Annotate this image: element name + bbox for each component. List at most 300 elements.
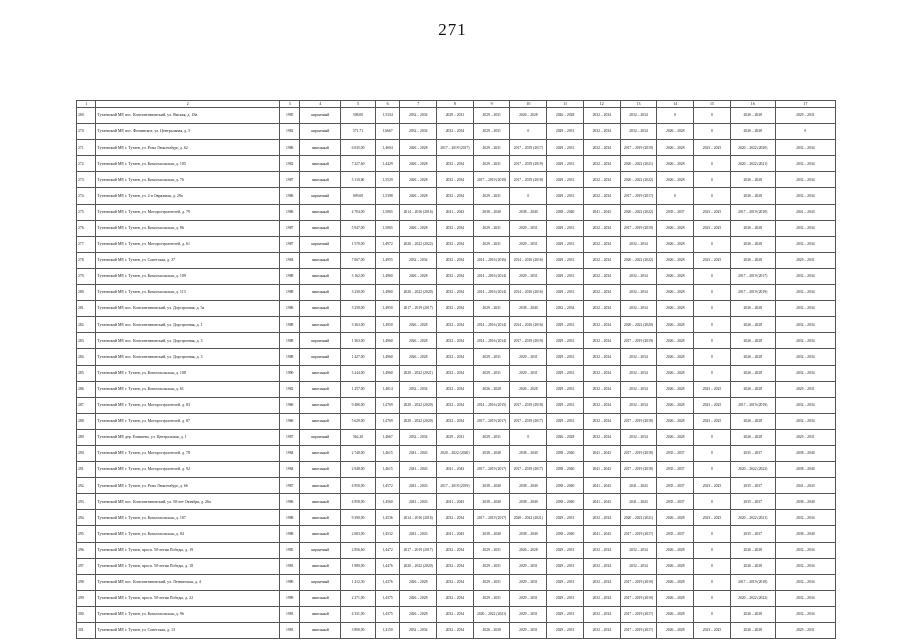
table-cell: 0 [694,558,731,574]
table-cell: 2032 – 2034 [437,317,474,333]
table-cell: 2041 – 2043 [583,462,620,478]
row-number: 281. [77,301,96,317]
table-row [77,590,836,606]
row-number: 272. [77,156,96,172]
table-cell: 2026 – 2028 [400,333,437,349]
table-cell: 6 035,00 [341,140,376,156]
table-cell: 2020 – 2022 (2020) [620,317,657,333]
table-cell: 2014 – 2016 (2016) [400,510,437,526]
table-cell: 2032 – 2034 [437,397,474,413]
table-cell: 2032 – 2034 [775,590,835,606]
table-row [77,268,836,284]
table-cell: 1,4694 [375,140,399,156]
table-cell: 7 067,00 [341,252,376,268]
address-cell: Тутаевский МР, г. Тутаев, ул. Моторостроителей, д. 92 [96,462,280,478]
table-cell: 2032 – 2034 [620,268,657,284]
table-cell: 0 [694,285,731,301]
table-cell: 2032 – 2034 [775,333,835,349]
table-row [77,510,836,526]
table-cell: 571,71 [341,124,376,140]
table-cell: 3 363,00 [341,317,376,333]
table-cell: 2020 – 2022 (2022) [730,462,775,478]
table-row [77,429,836,445]
table-cell: 1986 [280,204,300,220]
table-cell: 2026 – 2028 [400,574,437,590]
table-cell: 2026 – 2028 [730,349,775,365]
table-cell: 2026 – 2028 [730,301,775,317]
table-cell: 2026 – 2028 [657,285,694,301]
table-cell: 2026 – 2028 [730,252,775,268]
table-cell: 2026 – 2028 [730,188,775,204]
table-cell: 2026 – 2028 [730,381,775,397]
row-number: 300. [77,606,96,622]
table-cell: 0 [694,188,731,204]
row-number: 292. [77,478,96,494]
table-cell: 9 486,00 [341,397,376,413]
table-cell: 2035 – 2037 [730,494,775,510]
table-cell: 2032 – 2034 [620,124,657,140]
table-cell: 2029 – 2031 [547,317,584,333]
table-cell: 2026 – 2028 [400,156,437,172]
table-cell: 2029 – 2031 [473,429,510,445]
table-cell: 2026 – 2028 [657,413,694,429]
table-cell: 1 363,00 [341,333,376,349]
table-cell: 2029 – 2031 [510,590,547,606]
table-cell: 2038 – 2040 [547,526,584,542]
table-cell: 2023 – 2025 [694,510,731,526]
column-number: 2 [96,101,280,108]
row-number: 276. [77,220,96,236]
table-cell: 2035 – 2037 [730,526,775,542]
row-number: 286. [77,381,96,397]
column-number: 11 [547,101,584,108]
table-cell: 2032 – 2034 [583,623,620,639]
row-number: 293. [77,494,96,510]
table-cell: 0 [694,365,731,381]
address-cell: Тутаевский МР, г. Тутаев, ул. Розы Люксембург, д. 62 [96,140,280,156]
table-cell: 2041 – 2043 [583,204,620,220]
table-cell: 0 [694,445,731,461]
table-cell: 2026 – 2028 [657,397,694,413]
table-cell: 2026 – 2028 [730,220,775,236]
table-cell: 2029 – 2031 [547,172,584,188]
table-cell: 0 [694,333,731,349]
table-cell: 1984 [280,252,300,268]
table-row [77,349,836,365]
table-cell: 0 [694,526,731,542]
table-cell: 1988 [280,333,300,349]
table-cell: 1,4972 [375,236,399,252]
table-cell: 2038 – 2040 [547,478,584,494]
row-number: 271. [77,140,96,156]
table-cell: 1,5065 [375,220,399,236]
table-cell: 2032 – 2034 [437,124,474,140]
table-cell: 2029 – 2031 [547,285,584,301]
table-cell: 2032 – 2034 [583,365,620,381]
table-cell: 2035 – 2037 [657,494,694,510]
table-cell: 2032 – 2034 [583,140,620,156]
table-cell: панельный [300,606,341,622]
table-cell: 1984 [280,445,300,461]
table-cell: панельный [300,413,341,429]
table-cell: 2026 – 2028 [657,317,694,333]
table-cell: 2041 – 2043 [437,462,474,478]
table-cell: 2029 – 2031 [547,156,584,172]
table-cell: 2032 – 2034 [583,317,620,333]
table-cell: 2041 – 2043 [437,204,474,220]
table-cell: 2014 – 2016 (2016) [400,204,437,220]
table-cell: 2026 – 2028 [510,542,547,558]
table-cell: 2020 – 2022 (2020) [400,397,437,413]
address-cell: Тутаевский МР, пос. Константиновский, ул. Дорстроевая, д. 5а [96,301,280,317]
table-cell: 2032 – 2034 [400,108,437,124]
table-cell: 2032 – 2034 [400,252,437,268]
table-cell: 0 [694,268,731,284]
table-cell: 2026 – 2028 [657,558,694,574]
table-cell: 2 856,60 [341,542,376,558]
table-cell: 2038 – 2040 [547,494,584,510]
table-cell: 2032 – 2034 [437,365,474,381]
table-cell: 0 [694,494,731,510]
table-cell: 2035 – 2037 [657,445,694,461]
table-cell: 0 [694,606,731,622]
table-cell: 2017 – 2019 (2017) [473,510,510,526]
table-cell: 2032 – 2034 [437,188,474,204]
table-cell: 2023 – 2025 [694,413,731,429]
table-cell: 1988 [280,268,300,284]
table-cell: 2029 – 2031 [547,623,584,639]
table-row [77,397,836,413]
table-cell: 2041 – 2043 [583,494,620,510]
table-cell: 2032 – 2034 [437,606,474,622]
table-cell: 1984 [280,462,300,478]
table-cell: панельный [300,140,341,156]
table-cell: 1,4960 [375,268,399,284]
table-cell: 2029 – 2031 [547,349,584,365]
table-cell: 1988 [280,349,300,365]
table-cell: 1,4950 [375,301,399,317]
table-cell: 2032 – 2034 [583,574,620,590]
table-cell: 1,4814 [375,381,399,397]
table-cell: 2032 – 2034 [437,285,474,301]
table-cell: 1986 [280,397,300,413]
table-cell: 2041 – 2043 [437,494,474,510]
table-cell: 1986 [280,140,300,156]
table-cell: 2026 – 2028 [657,220,694,236]
table-cell: панельный [300,526,341,542]
column-number-row [77,101,836,108]
table-cell: 4 950,00 [341,478,376,494]
table-cell: 2020 – 2022 (2022) [620,172,657,188]
table-cell: 2017 – 2019 (2018) [620,413,657,429]
address-cell: Тутаевский МР, г. Тутаев, ул. Моторостроителей, д. 61 [96,236,280,252]
table-cell: 2014 – 2016 (2016) [510,252,547,268]
table-cell: 0 [694,301,731,317]
table-cell: кирпичный [300,108,341,124]
table-row [77,220,836,236]
address-cell: Тутаевский МР, г. Тутаев, ул. Комсомольская, д. 113 [96,285,280,301]
table-cell: 2038 – 2040 [775,462,835,478]
column-number: 16 [730,101,775,108]
table-cell: 2032 – 2034 [437,381,474,397]
table-cell: 2029 – 2031 [547,220,584,236]
table-cell: 2038 – 2040 [510,301,547,317]
table-cell: 2017 – 2019 (2017) [620,623,657,639]
table-cell: 2026 – 2028 [657,429,694,445]
table-cell: 0 [510,429,547,445]
address-cell: Тутаевский МР, г. Тутаев, ул. Комсомольская, д. 76 [96,172,280,188]
table-cell: 1,4615 [375,445,399,461]
table-cell: 2017 – 2019 (2017) [510,462,547,478]
table-cell: 2032 – 2034 [583,542,620,558]
table-cell: панельный [300,301,341,317]
table-cell: 2041 – 2043 [620,478,657,494]
table-cell: 2029 – 2031 [775,108,835,124]
table-cell: 1986 [280,494,300,510]
table-cell: 2029 – 2031 [473,124,510,140]
table-cell: 2020 – 2022 (2021) [730,510,775,526]
table-cell: 2014 – 2016 (2016) [510,317,547,333]
table-cell: 1987 [280,236,300,252]
address-cell: Тутаевский МР, г. Тутаев, просп. 50-летия Победы, д. 19 [96,542,280,558]
table-cell: 2020 – 2022 (2022) [730,590,775,606]
table-row [77,365,836,381]
table-cell: 3 258,00 [341,301,376,317]
table-cell: 1,4536 [375,510,399,526]
table-cell: 2020 – 2022 (2021) [510,510,547,526]
table-cell: 2032 – 2034 [620,236,657,252]
table-row [77,252,836,268]
row-number: 277. [77,236,96,252]
table-cell: 2029 – 2031 [547,606,584,622]
table-row [77,285,836,301]
table-cell: 7 227,60 [341,156,376,172]
table-cell: панельный [300,558,341,574]
table-cell: 2026 – 2028 [657,381,694,397]
table-cell: 2032 – 2034 [775,413,835,429]
table-cell: 2020 – 2022 (2021) [620,156,657,172]
table-cell: 2029 – 2031 [473,188,510,204]
table-cell: 2032 – 2034 [400,623,437,639]
column-number: 1 [77,101,96,108]
table-cell: кирпичный [300,236,341,252]
table-cell: 2026 – 2028 [730,108,775,124]
row-number: 289. [77,429,96,445]
table-row [77,156,836,172]
table-cell: 2032 – 2034 [437,558,474,574]
table-cell: 2026 – 2028 [730,124,775,140]
column-number: 13 [620,101,657,108]
table-row [77,140,836,156]
table-cell: 1,4769 [375,397,399,413]
table-row [77,574,836,590]
table-cell: 2032 – 2034 [437,172,474,188]
table-cell: 0 [657,188,694,204]
table-cell: 2032 – 2034 [775,558,835,574]
table-cell: 2029 – 2031 [547,574,584,590]
row-number: 301. [77,623,96,639]
table-cell: 1988 [280,510,300,526]
table-cell: 0 [657,108,694,124]
table-cell: 2017 – 2019 (2018) [620,445,657,461]
table-cell: 2014 – 2016 (2014) [473,333,510,349]
table-cell: 2020 – 2022 (2022) [400,236,437,252]
row-number: 270. [77,124,96,140]
table-cell: панельный [300,172,341,188]
table-cell: 2035 – 2037 [730,478,775,494]
column-number: 14 [657,101,694,108]
table-cell: 2032 – 2034 [775,606,835,622]
table-row [77,478,836,494]
table-cell: 0 [510,124,547,140]
table-cell: 508,00 [341,108,376,124]
table-cell: 4 958,00 [341,494,376,510]
table-cell: 2029 – 2031 [510,623,547,639]
table-cell: 2026 – 2028 [730,172,775,188]
address-cell: Тутаевский МР, г. Тутаев, ул. Комсомольская, д. 96 [96,606,280,622]
table-cell: 2035 – 2037 [657,204,694,220]
table-row [77,526,836,542]
table-cell: 2041 – 2043 [583,526,620,542]
table-cell: 0 [694,574,731,590]
table-cell: 2026 – 2028 [400,268,437,284]
address-cell: Тутаевский МР, г. Тутаев, ул. 2-я Овражная, д. 29а [96,188,280,204]
table-cell: 2023 – 2025 [694,478,731,494]
table-cell: 2038 – 2040 [510,478,547,494]
table-cell: 1,5398 [375,188,399,204]
table-cell: 2017 – 2019 (2019) [620,140,657,156]
table-cell: 2038 – 2040 [547,445,584,461]
table-cell: 2032 – 2034 [437,333,474,349]
table-cell: 1,4950 [375,317,399,333]
table-cell: 3 162,00 [341,268,376,284]
table-cell: 2032 – 2034 [583,510,620,526]
row-number: 284. [77,349,96,365]
column-number: 12 [583,101,620,108]
table-cell: 2029 – 2031 [547,542,584,558]
table-cell: 2023 – 2025 [694,220,731,236]
table-cell: 562,20 [341,429,376,445]
table-cell: 2029 – 2031 [547,140,584,156]
table-cell: 2032 – 2034 [437,590,474,606]
table-row [77,542,836,558]
table-cell: 2020 – 2022 (2020) [400,558,437,574]
address-cell: Тутаевский МР, г. Тутаев, ул. Моторостроителей, д. 87 [96,413,280,429]
address-cell: Тутаевский МР, пос. Фоминское, ул. Центральная, д. 5 [96,124,280,140]
table-cell: 2023 – 2025 [694,252,731,268]
table-cell: 2038 – 2040 [473,204,510,220]
row-number: 296. [77,542,96,558]
table-cell: 2017 – 2019 (2018) [510,397,547,413]
table-cell: 2038 – 2040 [473,478,510,494]
table-cell: 2032 – 2034 [620,397,657,413]
table-cell: 2032 – 2034 [620,349,657,365]
table-cell: 2029 – 2031 [775,252,835,268]
table-cell: 2032 – 2034 [437,301,474,317]
table-cell: 2017 – 2019 (2017) [400,542,437,558]
row-number: 295. [77,526,96,542]
table-cell: 2041 – 2043 [775,204,835,220]
table-cell: 2026 – 2028 [730,558,775,574]
table-cell: 2029 – 2031 [473,574,510,590]
table-cell: 2017 – 2019 (2017) [400,301,437,317]
table-cell: 2017 – 2019 (2017) [620,526,657,542]
table-cell: 5 947,00 [341,220,376,236]
table-cell: 2032 – 2034 [583,429,620,445]
address-cell: Тутаевский МР, пос. Константиновский, ул. 50-лет Октября, д. 26а [96,494,280,510]
address-cell: Тутаевский МР, г. Тутаев, просп. 50-летия Победы, д. 22 [96,590,280,606]
row-number: 299. [77,590,96,606]
table-cell: панельный [300,317,341,333]
table-row [77,494,836,510]
table-cell: 2032 – 2034 [437,220,474,236]
table-cell: 2017 – 2019 (2018) [510,172,547,188]
table-cell: 2020 – 2022 (2020) [437,445,474,461]
table-cell: 2032 – 2034 [583,220,620,236]
table-cell: 2032 – 2034 [775,285,835,301]
address-cell: Тутаевский МР, г. Тутаев, ул. Комсомольская, д. 107 [96,510,280,526]
row-number: 287. [77,397,96,413]
table-cell: 0 [694,156,731,172]
table-row [77,172,836,188]
table-cell: 2038 – 2040 [510,526,547,542]
table-cell: 2029 – 2031 [473,349,510,365]
table-cell: 2038 – 2040 [473,445,510,461]
table-cell: 2017 – 2019 (2019) [437,478,474,494]
table-cell: 2041 – 2043 [400,445,437,461]
table-cell: 2029 – 2031 [547,333,584,349]
table-cell: 2029 – 2031 [547,397,584,413]
row-number: 278. [77,252,96,268]
table-cell: 2029 – 2031 [547,590,584,606]
table-cell: 2038 – 2040 [547,462,584,478]
table-row [77,606,836,622]
table-cell: 2026 – 2028 [473,381,510,397]
column-number: 3 [280,101,300,108]
table-cell: 2032 – 2034 [775,397,835,413]
table-cell: 2032 – 2034 [400,429,437,445]
table-cell: 0 [694,542,731,558]
table-cell: 2032 – 2034 [583,590,620,606]
table-cell: панельный [300,365,341,381]
table-cell: 2026 – 2028 [400,606,437,622]
table-cell: 2032 – 2034 [775,574,835,590]
table-cell: кирпичный [300,188,341,204]
row-number: 279. [77,268,96,284]
table-cell: 2032 – 2034 [620,429,657,445]
table-cell: 1 570,00 [341,236,376,252]
table-cell: 2017 – 2019 (2017) [437,140,474,156]
table-cell: 1,4375 [375,606,399,622]
table-cell: 3 244,00 [341,365,376,381]
table-cell: 2026 – 2028 [730,333,775,349]
address-cell: Тутаевский МР, пос. Константиновский, ул. Дорстроевая, д. 1 [96,317,280,333]
table-cell: 2020 – 2022 (2021) [473,606,510,622]
table-cell: 1988 [280,526,300,542]
table-cell: 2029 – 2031 [547,236,584,252]
table-cell: 0 [694,462,731,478]
table-cell: 699,00 [341,188,376,204]
table-cell: 2032 – 2034 [583,124,620,140]
row-number: 298. [77,574,96,590]
table-cell: 2032 – 2034 [775,510,835,526]
address-cell: Тутаевский МР, г. Тутаев, ул. Комсомольская, д. 61 [96,381,280,397]
table-cell: 2032 – 2034 [437,236,474,252]
table-cell: 2026 – 2028 [400,140,437,156]
table-cell: 2029 – 2031 [473,301,510,317]
table-cell: 2041 – 2043 [437,526,474,542]
table-cell: 1982 [280,124,300,140]
